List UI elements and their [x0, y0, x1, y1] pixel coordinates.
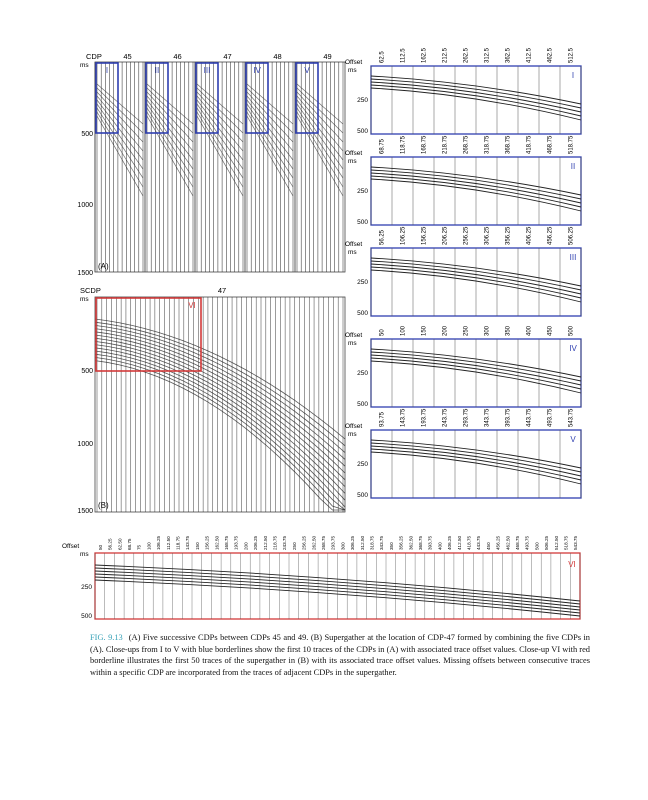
- offset-value: 200: [442, 325, 449, 336]
- offset-label: Offset: [345, 241, 363, 248]
- offset-value: 206.25: [253, 535, 259, 550]
- caption-text: (A) Five successive CDPs between CDPs 45 and 49. (B) Supergather at the location of CDP-47 formed by combining the five CDPs in (A). Close-ups from I to V with blue borderlines show the first 10 traces of the CDPs in (A) with associated trace offset values. Close-up VI with red borderline illustrates the first 50 traces of the supergather in (B) with its associated trace offset values. Missing offsets between consecutive traces within a specific CDP are incorporated from the traces of adjacent CDPs in the supergather.: [90, 633, 590, 677]
- figure-caption: [90, 632, 590, 678]
- time-tick: 1000: [77, 441, 93, 448]
- offset-value: 356.25: [398, 535, 404, 550]
- offset-value: 443.75: [526, 408, 533, 427]
- offset-value: 412.5: [526, 47, 533, 63]
- offset-value: 518.75: [563, 535, 569, 550]
- closeup-id: VI: [188, 301, 196, 310]
- offset-value: 62.5: [379, 51, 386, 63]
- time-tick: 500: [81, 368, 93, 375]
- offset-value: 118.75: [175, 536, 181, 550]
- offset-label: Offset: [345, 332, 363, 339]
- offset-value: 400: [437, 542, 443, 550]
- offset-value: 243.75: [282, 535, 288, 550]
- offset-value: 168.75: [421, 135, 428, 154]
- offset-value: 162.5: [421, 47, 428, 63]
- offset-value: 468.75: [514, 535, 520, 550]
- closeup-id: V: [570, 435, 576, 444]
- offset-value: 418.75: [466, 535, 472, 550]
- offset-value: 68.75: [126, 538, 132, 550]
- offset-value: 56.25: [379, 229, 386, 245]
- figure-number: FIG. 9.13: [90, 633, 123, 642]
- offset-value: 400: [526, 325, 533, 336]
- offset-value: 456.25: [495, 535, 501, 550]
- offset-value: 343.75: [379, 535, 385, 550]
- offset-value: 156.25: [204, 535, 210, 550]
- offset-value: 518.75: [568, 135, 575, 154]
- offset-value: 250: [463, 325, 470, 336]
- offset-value: 318.75: [369, 535, 375, 550]
- ms-label: ms: [348, 340, 357, 347]
- time-tick: 500: [357, 219, 368, 226]
- time-tick: 500: [357, 310, 368, 317]
- closeups-i-to-v: [345, 47, 581, 499]
- offset-value: 468.75: [547, 135, 554, 154]
- panel-b-frame: [95, 297, 345, 512]
- time-tick: 250: [357, 461, 368, 468]
- offset-value: 143.75: [400, 408, 407, 427]
- offset-value: 68.75: [379, 138, 386, 154]
- offset-value: 150: [421, 325, 428, 336]
- offset-value: 143.75: [185, 535, 191, 550]
- offset-value: 368.75: [505, 135, 512, 154]
- ms-label: ms: [80, 551, 89, 558]
- offset-value: 393.75: [505, 408, 512, 427]
- offset-label: Offset: [62, 543, 80, 550]
- offset-value: 212.5: [442, 47, 449, 63]
- offset-value: 193.75: [233, 535, 239, 550]
- offset-value: 268.75: [463, 135, 470, 154]
- time-tick: 250: [357, 370, 368, 377]
- offset-value: 112.5: [400, 48, 407, 63]
- ms-label: ms: [348, 431, 357, 438]
- cdp-number: 49: [323, 52, 332, 61]
- offset-value: 312.5: [484, 47, 491, 63]
- offset-value: 75: [136, 544, 142, 550]
- offset-value: 200: [243, 542, 249, 550]
- offset-value: 393.75: [427, 535, 433, 550]
- closeup-ii: [345, 135, 581, 226]
- offset-value: 93.75: [379, 411, 386, 427]
- offset-value: 300: [484, 325, 491, 336]
- closeup-iii: [345, 226, 581, 317]
- offset-value: 218.75: [272, 535, 278, 550]
- offset-label: Offset: [345, 150, 363, 157]
- offset-value: 262.5: [463, 47, 470, 63]
- offset-value: 493.75: [524, 535, 530, 550]
- ms-label: ms: [80, 62, 89, 69]
- offset-label: Offset: [345, 423, 363, 430]
- offset-value: 512.50: [553, 535, 559, 550]
- offset-value: 106.25: [156, 535, 162, 550]
- offset-value: 306.25: [484, 226, 491, 245]
- offset-value: 312.50: [359, 535, 365, 550]
- offset-value: 462.50: [505, 535, 511, 550]
- closeup-v: [345, 408, 581, 499]
- ms-label: ms: [348, 249, 357, 256]
- closeup-id: II: [570, 162, 576, 171]
- offset-value: 62.50: [117, 538, 123, 550]
- closeup-id: II: [154, 66, 160, 75]
- offset-value: 168.75: [223, 535, 229, 550]
- cdp-number: 48: [273, 52, 282, 61]
- offset-value: 212.50: [262, 535, 268, 550]
- offset-value: 106.25: [400, 226, 407, 245]
- offset-value: 218.75: [442, 135, 449, 154]
- cdp-number: 45: [123, 52, 132, 61]
- offset-value: 512.5: [568, 47, 575, 63]
- offset-value: 256.25: [301, 535, 307, 550]
- closeup-id: I: [571, 71, 575, 80]
- offset-value: 293.75: [330, 535, 336, 550]
- offset-value: 318.75: [484, 135, 491, 154]
- offset-value: 300: [340, 542, 346, 550]
- time-tick: 250: [81, 584, 92, 591]
- closeup-id: III: [203, 66, 211, 75]
- offset-value: 412.50: [456, 535, 462, 550]
- offset-value: 206.25: [442, 226, 449, 245]
- panel-b-supergather: [77, 286, 345, 515]
- offset-value: 250: [291, 542, 297, 550]
- closeup-id: IV: [569, 344, 577, 353]
- offset-value: 450: [485, 542, 491, 550]
- cdp-axis-label: CDP: [86, 52, 102, 61]
- offset-value: 443.75: [476, 535, 482, 550]
- panel-label: (A): [98, 262, 109, 271]
- offset-value: 462.5: [547, 47, 554, 63]
- time-tick: 500: [357, 492, 368, 499]
- offset-value: 162.50: [214, 535, 220, 550]
- offset-value: 343.75: [484, 408, 491, 427]
- scdp-number: 47: [217, 286, 227, 295]
- closeup-id: III: [569, 253, 577, 262]
- offset-value: 406.25: [526, 226, 533, 245]
- time-tick: 1500: [77, 270, 93, 277]
- time-tick: 250: [357, 188, 368, 195]
- offset-value: 506.25: [544, 535, 550, 550]
- offset-value: 100: [146, 542, 152, 550]
- closeup-iv: [345, 325, 581, 408]
- offset-value: 543.75: [568, 408, 575, 427]
- offset-value: 56.25: [107, 538, 113, 550]
- offset-value: 500: [534, 542, 540, 550]
- time-tick: 500: [357, 401, 368, 408]
- scdp-axis-label: SCDP: [80, 286, 101, 295]
- offset-value: 350: [505, 325, 512, 336]
- offset-value: 293.75: [463, 408, 470, 427]
- offset-value: 500: [568, 325, 575, 336]
- offset-value: 262.50: [311, 535, 317, 550]
- closeup-id: IV: [253, 66, 261, 75]
- offset-value: 406.25: [447, 535, 453, 550]
- offset-label: Offset: [345, 59, 363, 66]
- closeup-id: I: [105, 66, 109, 75]
- time-tick: 1000: [77, 202, 93, 209]
- offset-value: 156.25: [421, 226, 428, 245]
- panel-label: (B): [98, 501, 109, 510]
- offset-value: 450: [547, 325, 554, 336]
- offset-value: 268.75: [320, 535, 326, 550]
- time-tick: 250: [357, 97, 368, 104]
- offset-value: 112.50: [165, 536, 171, 550]
- ms-label: ms: [348, 158, 357, 165]
- offset-value: 256.25: [463, 226, 470, 245]
- offset-value: 50: [97, 544, 103, 550]
- offset-value: 493.75: [547, 408, 554, 427]
- offset-value: 362.50: [408, 535, 414, 550]
- cdp-number: 46: [173, 52, 182, 61]
- offset-value: 243.75: [442, 408, 449, 427]
- offset-value: 356.25: [505, 226, 512, 245]
- offset-value: 506.25: [568, 226, 575, 245]
- offset-value: 456.25: [547, 226, 554, 245]
- offset-value: 368.75: [417, 535, 423, 550]
- cdp-number: 47: [223, 52, 232, 61]
- offset-value: 150: [194, 542, 200, 550]
- time-tick: 1500: [77, 508, 93, 515]
- time-tick: 250: [357, 279, 368, 286]
- offset-value: 50: [379, 329, 386, 336]
- panel-a-cdp-gathers: [77, 52, 345, 277]
- offset-value: 350: [388, 542, 394, 550]
- ms-label: ms: [348, 67, 357, 74]
- offset-value: 118.75: [400, 136, 407, 154]
- time-tick: 500: [81, 131, 93, 138]
- offset-value: 100: [400, 325, 407, 336]
- closeup-id: VI: [568, 560, 576, 569]
- offset-value: 543.75: [573, 535, 579, 550]
- closeup-vi-supergather: [62, 536, 580, 620]
- closeup-id: V: [304, 66, 310, 75]
- offset-value: 306.25: [350, 535, 356, 550]
- offset-value: 362.5: [505, 47, 512, 63]
- offset-value: 193.75: [421, 408, 428, 427]
- offset-value: 418.75: [526, 135, 533, 154]
- time-tick: 500: [357, 128, 368, 135]
- time-tick: 500: [81, 613, 92, 620]
- closeup-i: [345, 47, 581, 135]
- ms-label: ms: [80, 296, 89, 303]
